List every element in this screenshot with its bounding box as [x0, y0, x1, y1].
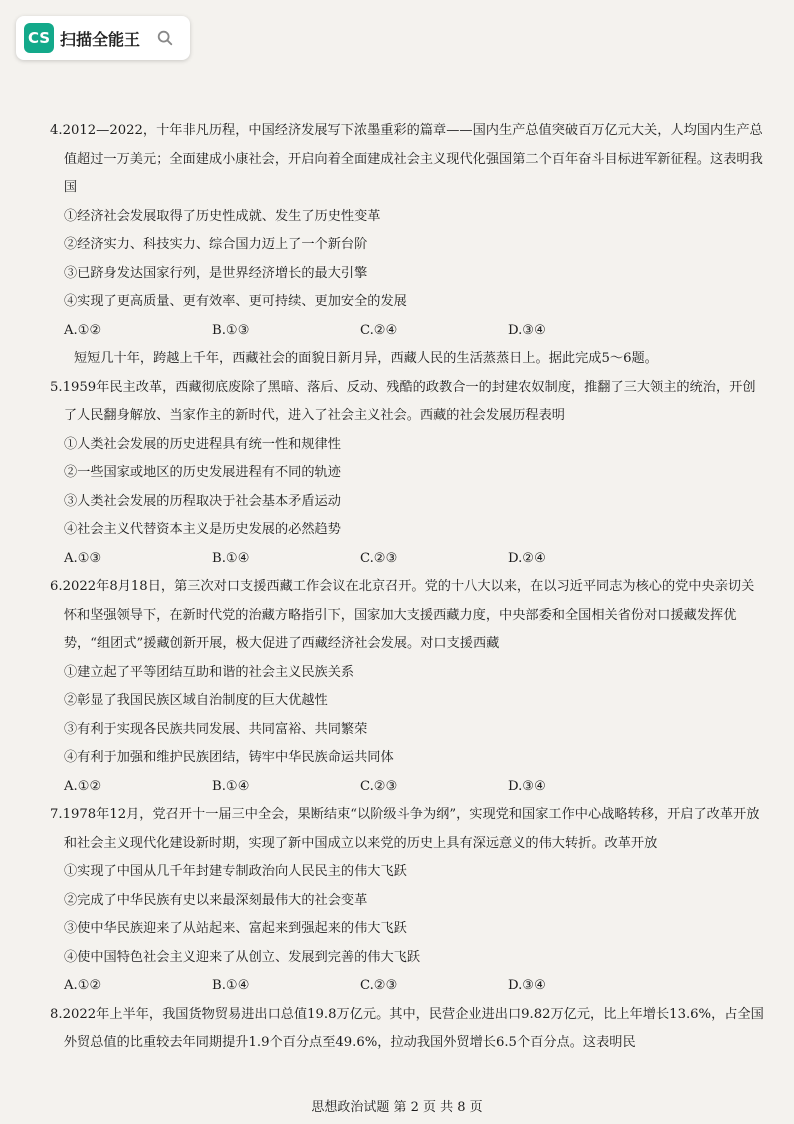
- question-6-option-3: ③有利于实现各民族共同发展、共同富裕、共同繁荣: [64, 721, 368, 737]
- question-7-option-1: ①实现了中国从几千年封建专制政治向人民民主的伟大飞跃: [64, 864, 407, 879]
- choice-c: C.②④: [360, 322, 398, 338]
- question-5-option-1: ①人类社会发展的历史进程具有统一性和规律性: [64, 436, 341, 452]
- question-7-option-4: ④使中国特色社会主义迎来了从创立、发展到完善的伟大飞跃: [64, 949, 421, 965]
- choice-a: A.①③: [64, 550, 102, 566]
- question-6-choices: [50, 773, 766, 802]
- choice-c: C.②③: [360, 550, 398, 566]
- question-4-option-3: ③已跻身发达国家行列，是世界经济增长的最大引擎: [64, 265, 368, 281]
- question-5-choices: [50, 545, 766, 574]
- question-7-stem: 7.1978年12月，党召开十一届三中全会，果断结束“以阶级斗争为纲”，实现党和国家工作中心战略转移，开启了改革开放和社会主义现代化建设新时期，实现了新中国成立以来党的历史上具有深远意义的伟大转折。改革开放: [50, 807, 760, 851]
- choice-d: D.③④: [508, 322, 546, 338]
- question-4-choices: [50, 317, 766, 346]
- choice-a: A.①②: [64, 322, 102, 338]
- question-5-stem: 5.1959年民主改革，西藏彻底废除了黑暗、落后、反动、残酷的政教合一的封建农奴制度，推翻了三大领主的统治，开创了人民翻身解放、当家作主的新时代，进入了社会主义社会。西藏的社会发展历程表明: [50, 379, 756, 423]
- question-7-option-3: ③使中华民族迎来了从站起来、富起来到强起来的伟大飞跃: [64, 921, 407, 936]
- choice-c: C.②③: [360, 778, 398, 794]
- page-footer: 思想政治试题 第 2 页 共 8 页: [311, 1100, 483, 1115]
- choice-a: A.①②: [64, 978, 102, 993]
- choice-d: D.③④: [508, 778, 546, 794]
- exam-content: [50, 117, 766, 1058]
- scanner-badge[interactable]: [16, 16, 190, 60]
- choice-d: D.③④: [508, 978, 546, 993]
- question-6-option-1: ①建立起了平等团结互助和谐的社会主义民族关系: [64, 664, 355, 680]
- question-4-stem: 4.2012—2022，十年非凡历程，中国经济发展写下浓墨重彩的篇章——国内生产总值突破百万亿元大关，人均国内生产总值超过一万美元；全面建成小康社会，开启向着全面建成社会主义现代化强国第二个百年奋斗目标进军新征程。这表明我国: [50, 123, 763, 195]
- question-5-option-4: ④社会主义代替资本主义是历史发展的必然趋势: [64, 522, 341, 537]
- question-6-option-2: ②彰显了我国民族区域自治制度的巨大优越性: [64, 693, 328, 708]
- question-4-option-1: ①经济社会发展取得了历史性成就、发生了历史性变革: [64, 208, 381, 224]
- question-6-stem: 6.2022年8月18日，第三次对口支援西藏工作会议在北京召开。党的十八大以来，在以习近平同志为核心的党中央亲切关怀和坚强领导下，在新时代党的治藏方略指引下，国家加大支援西藏力度，中央部委和全国相关省份对口援藏发挥优势，“组团式”援藏创新开展，极大促进了西藏经济社会发展。对口支援西藏: [50, 579, 755, 651]
- choice-d: D.②④: [508, 550, 546, 566]
- search-icon[interactable]: [156, 29, 174, 47]
- question-8-stem: 8.2022年上半年，我国货物贸易进出口总值19.8万亿元。其中，民营企业进出口9.82万亿元，比上年增长13.6%，占全国外贸总值的比重较去年同期提升1.9个百分点至49.6%，拉动我国外贸增长6.5个百分点。这表明民: [50, 1006, 764, 1050]
- camscanner-logo-icon: CS: [24, 23, 54, 53]
- choice-b: B.①④: [212, 550, 250, 566]
- question-5-6-intro: 短短几十年，跨越上千年，西藏社会的面貌日新月异，西藏人民的生活蒸蒸日上。据此完成5～6题。: [74, 351, 658, 366]
- choice-b: B.①④: [212, 978, 250, 993]
- question-6-option-4: ④有利于加强和维护民族团结，铸牢中华民族命运共同体: [64, 750, 394, 765]
- question-4-option-4: ④实现了更高质量、更有效率、更可持续、更加安全的发展: [64, 294, 407, 309]
- question-7-choices: [50, 972, 766, 1001]
- choice-b: B.①④: [212, 778, 250, 794]
- question-5-option-3: ③人类社会发展的历程取决于社会基本矛盾运动: [64, 493, 341, 509]
- choice-a: A.①②: [64, 778, 102, 794]
- choice-c: C.②③: [360, 978, 398, 993]
- choice-b: B.①③: [212, 322, 250, 338]
- question-7-option-2: ②完成了中华民族有史以来最深刻最伟大的社会变革: [64, 892, 368, 908]
- question-4-option-2: ②经济实力、科技实力、综合国力迈上了一个新台阶: [64, 237, 368, 252]
- app-name: 扫描全能王: [60, 29, 141, 49]
- question-5-option-2: ②一些国家或地区的历史发展进程有不同的轨迹: [64, 465, 341, 480]
